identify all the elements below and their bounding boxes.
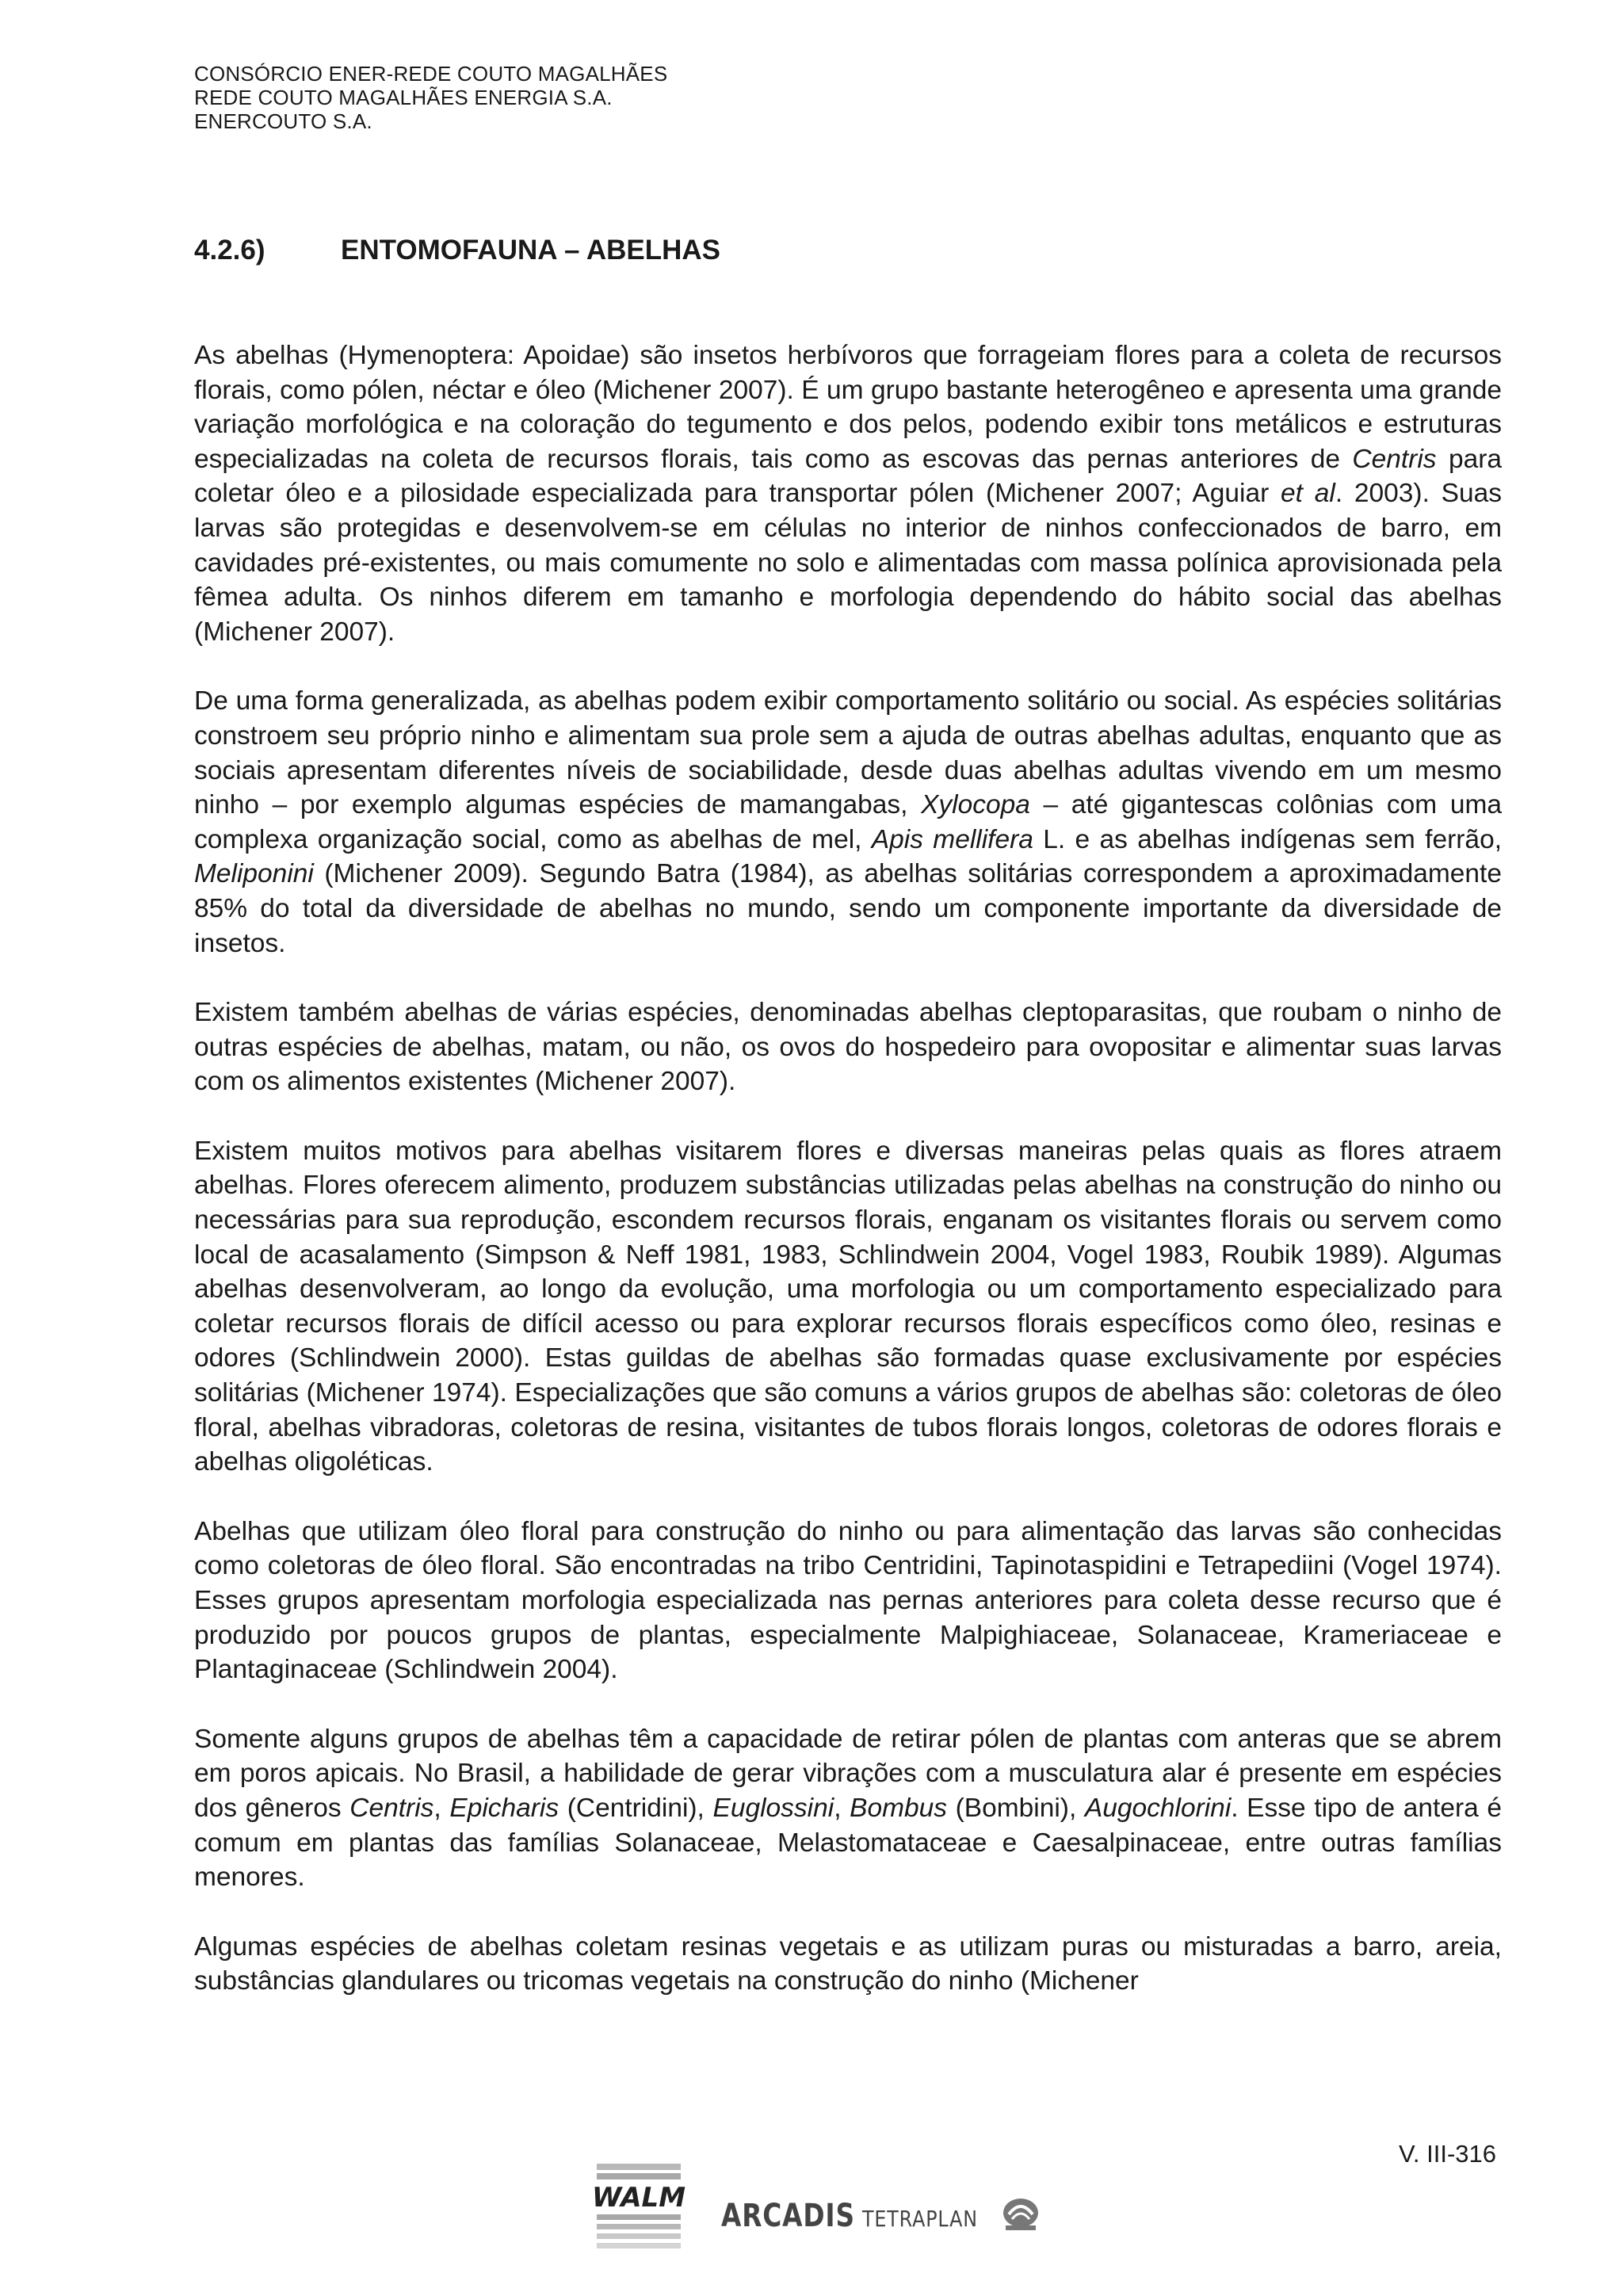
document-header <box>194 62 667 133</box>
arcadis-tetraplan-logo <box>721 2198 999 2234</box>
page-number: V. III-316 <box>1399 2140 1496 2168</box>
walm-logo-text: WALM <box>591 2182 686 2214</box>
paragraph-4: Existem muitos motivos para abelhas visitarem flores e diversas maneiras pelas quais as flores atraem abelhas. Flores oferecem alimento, produzem substâncias utilizadas pelas abelhas na construção do ninho ou necessárias para sua reprodução, escondem recursos florais, enganam os visitantes florais ou servem como local de acasalamento (Simpson & Neff 1981, 1983, Schlindwein 2004, Vogel 1983, Roubik 1989). Algumas abelhas desenvolveram, ao longo da evolução, uma morfologia ou um comportamento especializado para coletar recursos florais de difícil acesso ou para explorar recursos florais específicos como óleo, resinas e odores (Schlindwein 2000). Estas guildas de abelhas são formadas quase exclusivamente por espécies solitárias (Michener 1974). Especializações que são comuns a vários grupos de abelhas são: coletoras de óleo floral, abelhas vibradoras, coletoras de resina, visitantes de tubos florais longos, coletoras de odores florais e abelhas oligoléticas. <box>194 1136 1502 1477</box>
header-line-consortium: CONSÓRCIO ENER-REDE COUTO MAGALHÃES <box>194 62 668 86</box>
paragraph-2: De uma forma generalizada, as abelhas podem exibir comportamento solitário ou social. As espécies solitárias constroem seu próprio ninho e alimentam sua prole sem a ajuda de outras abelhas adultas, enquanto que as sociais apresentam diferentes níveis de sociabilidade, desde duas abelhas adultas vivendo em um mesmo ninho – por exemplo algumas espécies de mamangabas, Xylocopa – até gigantescas colônias com uma complexa organização social, como as abelhas de mel, Apis mellifera L. e as abelhas indígenas sem ferrão, Meliponini (Michener 2009). Segundo Batra (1984), as abelhas solitárias correspondem a aproximadamente 85% do total da diversidade de abelhas no mundo, sendo um componente importante da diversidade de insetos. <box>194 686 1503 958</box>
arcadis-wordmark: ARCADIS <box>721 2198 855 2234</box>
paragraph-1: As abelhas (Hymenoptera: Apoidae) são insetos herbívoros que forrageiam flores para a coleta de recursos florais, como pólen, néctar e óleo (Michener 2007). É um grupo bastante heterogêneo e apresenta uma grande variação morfológica e na coloração do tegumento e dos pelos, podendo exibir tons metálicos e estruturas especializadas na coleta de recursos florais, tais como as escovas das pernas anteriores de Centris para coletar óleo e a pilosidade especializada para transportar pólen (Michener 2007; Aguiar et al. 2003). Suas larvas são protegidas e desenvolvem-se em células no interior de ninhos confeccionados de barro, em cavidades pré-existentes, ou mais comumente no solo e alimentadas com massa polínica aprovisionada pela fêmea adulta. Os ninhos diferem em tamanho e morfologia dependendo do hábito social das abelhas (Michener 2007). <box>194 341 1503 647</box>
paragraph-3: Existem também abelhas de várias espécies, denominadas abelhas cleptoparasitas, que roubam o ninho de outras espécies de abelhas, matam, ou não, os ovos do hospedeiro para ovopositar e alimentar suas larvas com os alimentos existentes (Michener 2007). <box>194 998 1502 1097</box>
section-heading <box>194 235 720 266</box>
paragraph-5: Abelhas que utilizam óleo floral para construção do ninho ou para alimentação das larvas são conhecidas como coletoras de óleo floral. São encontradas na tribo Centridini, Tapinotaspidini e Tetrapediini (Vogel 1974). Esses grupos apresentam morfologia especializada nas pernas anteriores para coleta desse recurso que é produzido por poucos grupos de plantas, especialmente Malpighiaceae, Solanaceae, Krameriaceae e Plantaginaceae (Schlindwein 2004). <box>194 1516 1502 1685</box>
header-line-company: REDE COUTO MAGALHÃES ENERGIA S.A. <box>194 86 613 109</box>
header-line-enercouto: ENERCOUTO S.A. <box>194 109 372 133</box>
footer-logos <box>0 2162 1623 2257</box>
tetraplan-wordmark: TETRAPLAN <box>861 2206 978 2232</box>
paragraph-6: Somente alguns grupos de abelhas têm a capacidade de retirar pólen de plantas com anteras que se abrem em poros apicais. No Brasil, a habilidade de gerar vibrações com a musculatura alar é presente em espécies dos gêneros Centris, Epicharis (Centridini), Euglossini, Bombus (Bombini), Augochlorini. Esse tipo de antera é comum em plantas das famílias Solanaceae, Melastomataceae e Caesalpinaceae, entre outras famílias menores. <box>194 1724 1502 1893</box>
paragraph-7: Algumas espécies de abelhas coletam resinas vegetais e as utilizam puras ou misturadas a barro, areia, substâncias glandulares ou tricomas vegetais na construção do ninho (Michener <box>194 1931 1502 1996</box>
section-title: ENTOMOFAUNA – ABELHAS <box>341 235 721 266</box>
walm-logo <box>590 2162 687 2256</box>
section-number: 4.2.6) <box>194 235 265 266</box>
body-text <box>194 338 1502 1999</box>
emblem-icon <box>1001 2195 1041 2233</box>
